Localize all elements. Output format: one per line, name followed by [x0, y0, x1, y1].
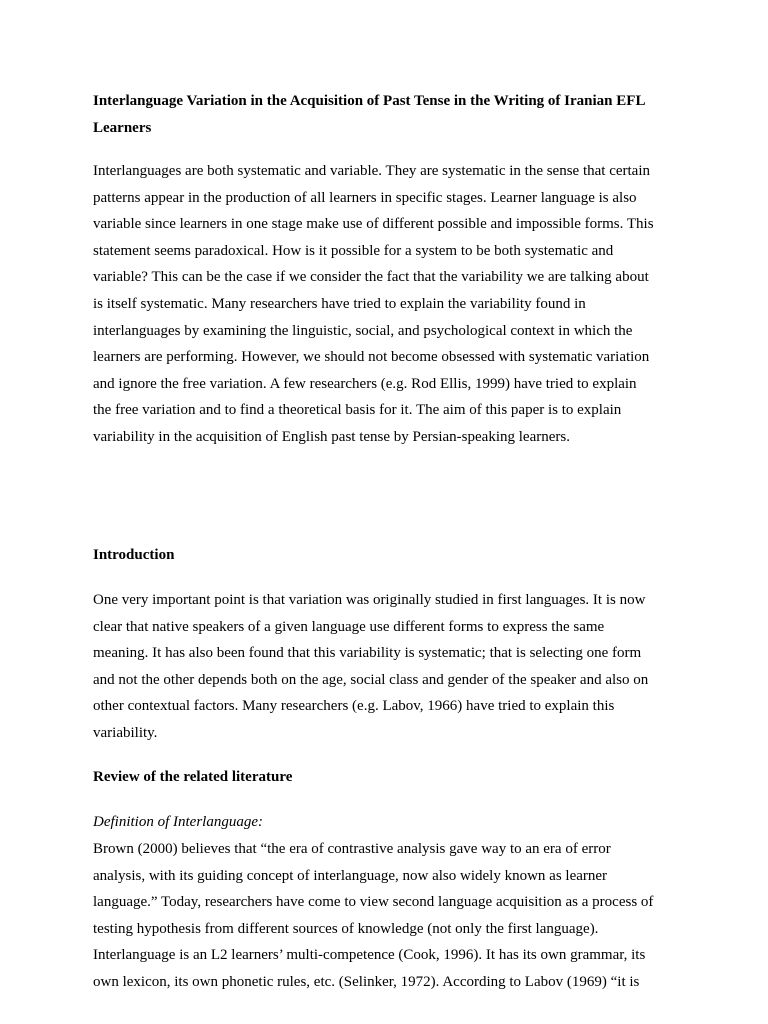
paragraph-line: language.” Today, researchers have come to view second language acquisition as a process of	[93, 894, 654, 911]
paragraph-line: variability.	[93, 724, 158, 741]
paragraph-line: statement seems paradoxical. How is it possible for a system to be both systematic and	[93, 242, 614, 259]
title-line: Learners	[93, 119, 152, 136]
paragraph-line: and ignore the free variation. A few researchers (e.g. Rod Ellis, 1999) have tried to explain	[93, 375, 637, 392]
paragraph-line: patterns appear in the production of all learners in specific stages. Learner language is also	[93, 189, 637, 206]
definition-paragraph	[93, 836, 693, 996]
paragraph-line: meaning. It has also been found that this variability is systematic; that is selecting one form	[93, 645, 642, 662]
title-line: Interlanguage Variation in the Acquisition of Past Tense in the Writing of Iranian EFL	[93, 93, 646, 109]
paragraph-line: testing hypothesis from different sources of knowledge (not only the first language).	[93, 920, 599, 937]
paragraph-line: variability in the acquisition of English past tense by Persian-speaking learners.	[93, 428, 570, 445]
review-heading: Review of the related literature	[93, 769, 293, 785]
paragraph-line: One very important point is that variation was originally studied in first languages. It is now	[93, 592, 646, 608]
paper-title	[93, 88, 693, 141]
paragraph-line: clear that native speakers of a given language use different forms to express the same	[93, 618, 605, 635]
abstract-paragraph	[93, 158, 693, 451]
introduction-paragraph	[93, 587, 693, 747]
paragraph-line: Interlanguages are both systematic and variable. They are systematic in the sense that certain	[93, 163, 651, 179]
paragraph-line: other contextual factors. Many researchers (e.g. Labov, 1966) have tried to explain this	[93, 698, 615, 715]
paragraph-line: Interlanguage is an L2 learners’ multi-competence (Cook, 1996). It has its own grammar, its	[93, 947, 646, 964]
paragraph-line: own lexicon, its own phonetic rules, etc. (Selinker, 1972). According to Labov (1969) “it is	[93, 973, 640, 990]
definition-subheading: Definition of Interlanguage:	[93, 814, 263, 830]
paragraph-line: variable since learners in one stage make use of different possible and impossible forms. This	[93, 216, 654, 233]
paragraph-line: learners are performing. However, we should not become obsessed with systematic variation	[93, 349, 650, 366]
paragraph-line: and not the other depends both on the age, social class and gender of the speaker and also on	[93, 671, 649, 688]
paragraph-line: variable? This can be the case if we consider the fact that the variability we are talking about	[93, 269, 649, 286]
paragraph-line: is itself systematic. Many researchers have tried to explain the variability found in	[93, 295, 586, 312]
paragraph-line: the free variation and to find a theoretical basis for it. The aim of this paper is to explain	[93, 402, 622, 419]
paragraph-line: interlanguages by examining the linguistic, social, and psychological context in which the	[93, 322, 633, 339]
paragraph-line: Brown (2000) believes that “the era of contrastive analysis gave way to an era of error	[93, 841, 611, 857]
paragraph-line: analysis, with its guiding concept of interlanguage, now also widely known as learner	[93, 867, 608, 884]
introduction-heading: Introduction	[93, 547, 175, 563]
